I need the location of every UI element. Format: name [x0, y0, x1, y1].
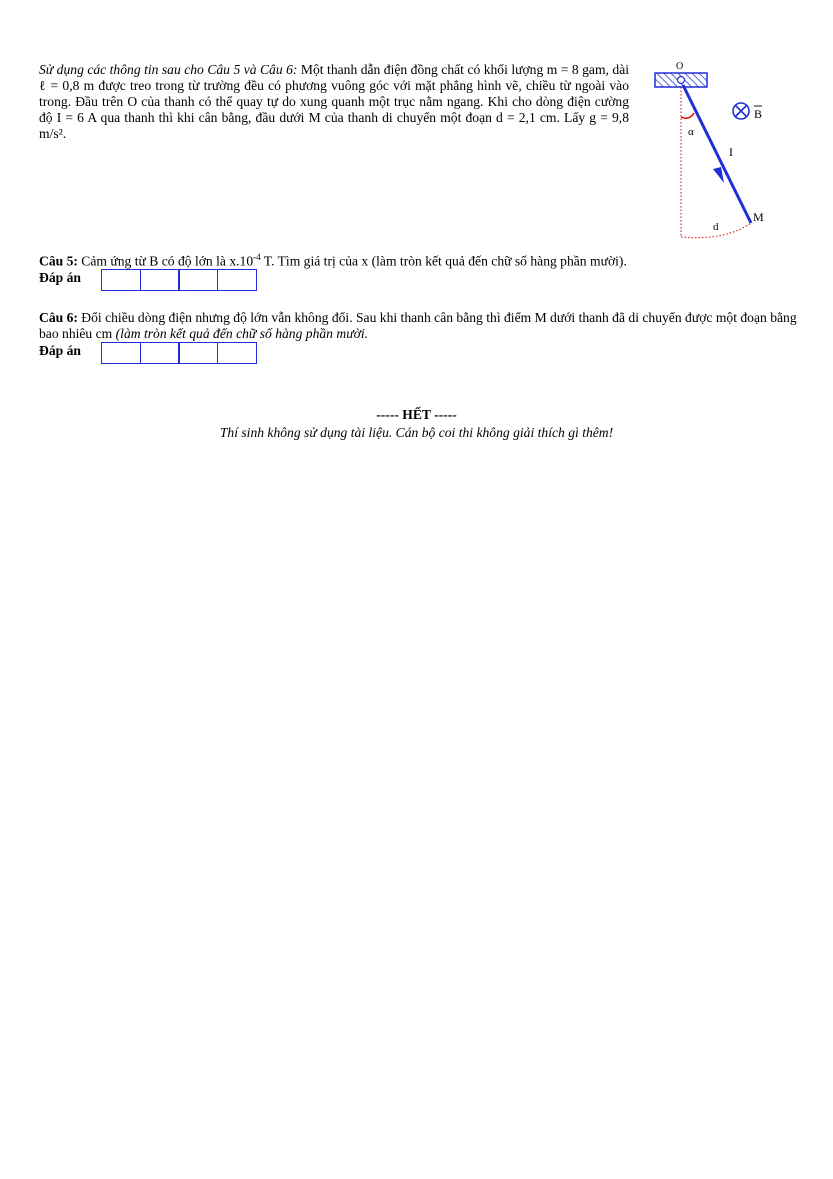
answer-row-5 — [39, 268, 799, 290]
answer-box[interactable] — [217, 269, 257, 291]
label-m: M — [753, 210, 764, 224]
intro-paragraph — [39, 62, 629, 142]
answer-boxes-6 — [101, 342, 255, 364]
answer-boxes-5 — [101, 269, 255, 291]
answer-row-6 — [39, 341, 799, 363]
question-6-title: Câu 6: — [39, 310, 78, 325]
exponent: -4 — [253, 252, 261, 262]
question-5-text: Câu 5: Cảm ứng từ B có độ lớn là $x.10^{-4}$ T. Tìm giá trị của x (làm tròn kết quả đến chữ số hàng phần mười). — [39, 252, 627, 269]
label-o: O — [676, 61, 684, 72]
answer-box[interactable] — [140, 342, 180, 364]
end-marker: ----- HẾT ----- — [376, 407, 457, 422]
answer-box[interactable] — [217, 342, 257, 364]
question-6-text: Câu 6: Đổi chiều dòng điện nhưng độ lớn vẫn không đổi. Sau khi thanh cân bằng thì điểm M dưới thanh đã di chuyển được một đoạn bằng bao nhiêu cm (làm tròn kết quả đến chữ số hàng phần mười. — [39, 310, 797, 341]
answer-label: Đáp án — [39, 343, 81, 358]
label-i: I — [729, 145, 733, 159]
answer-box[interactable] — [101, 269, 141, 291]
question-5-title: Câu 5: — [39, 253, 78, 269]
conducting-rod — [683, 85, 751, 223]
answer-box[interactable] — [101, 342, 141, 364]
question-5 — [39, 249, 799, 290]
answer-box[interactable] — [178, 342, 218, 364]
intro-body: Một thanh dẫn điện đồng chất có khối lượng m = 8 gam, dài ℓ = 0,8 m được treo trong từ trường đều có phương vuông góc với mặt phẳng hình vẽ, chiều từ ngoài vào trong. Đầu trên O của thanh có thể quay tự do xung quanh một trục nằm ngang. Khi cho dòng điện cường độ I = 6 A qua thanh thì khi cân bằng, đầu dưới M của thanh di chuyển một đoạn d = 2,1 cm. Lấy g = 9,8 m/s². — [39, 62, 630, 141]
label-b: B — [754, 107, 763, 121]
answer-box[interactable] — [140, 269, 180, 291]
intro-lead: Sử dụng các thông tin sau cho Câu 5 và Câu 6: — [39, 62, 298, 77]
end-note: Thí sinh không sử dụng tài liệu. Cán bộ coi thi không giải thích gì thêm! — [219, 425, 614, 440]
answer-label: Đáp án — [39, 269, 81, 285]
current-arrow — [713, 167, 724, 183]
pivot-point — [678, 77, 685, 84]
answer-box[interactable] — [178, 269, 218, 291]
end-section — [0, 407, 833, 441]
label-alpha: α — [688, 126, 694, 138]
label-d: d — [713, 221, 719, 233]
angle-arc — [681, 113, 694, 118]
rod-diagram — [645, 55, 775, 245]
question-6 — [39, 310, 799, 363]
